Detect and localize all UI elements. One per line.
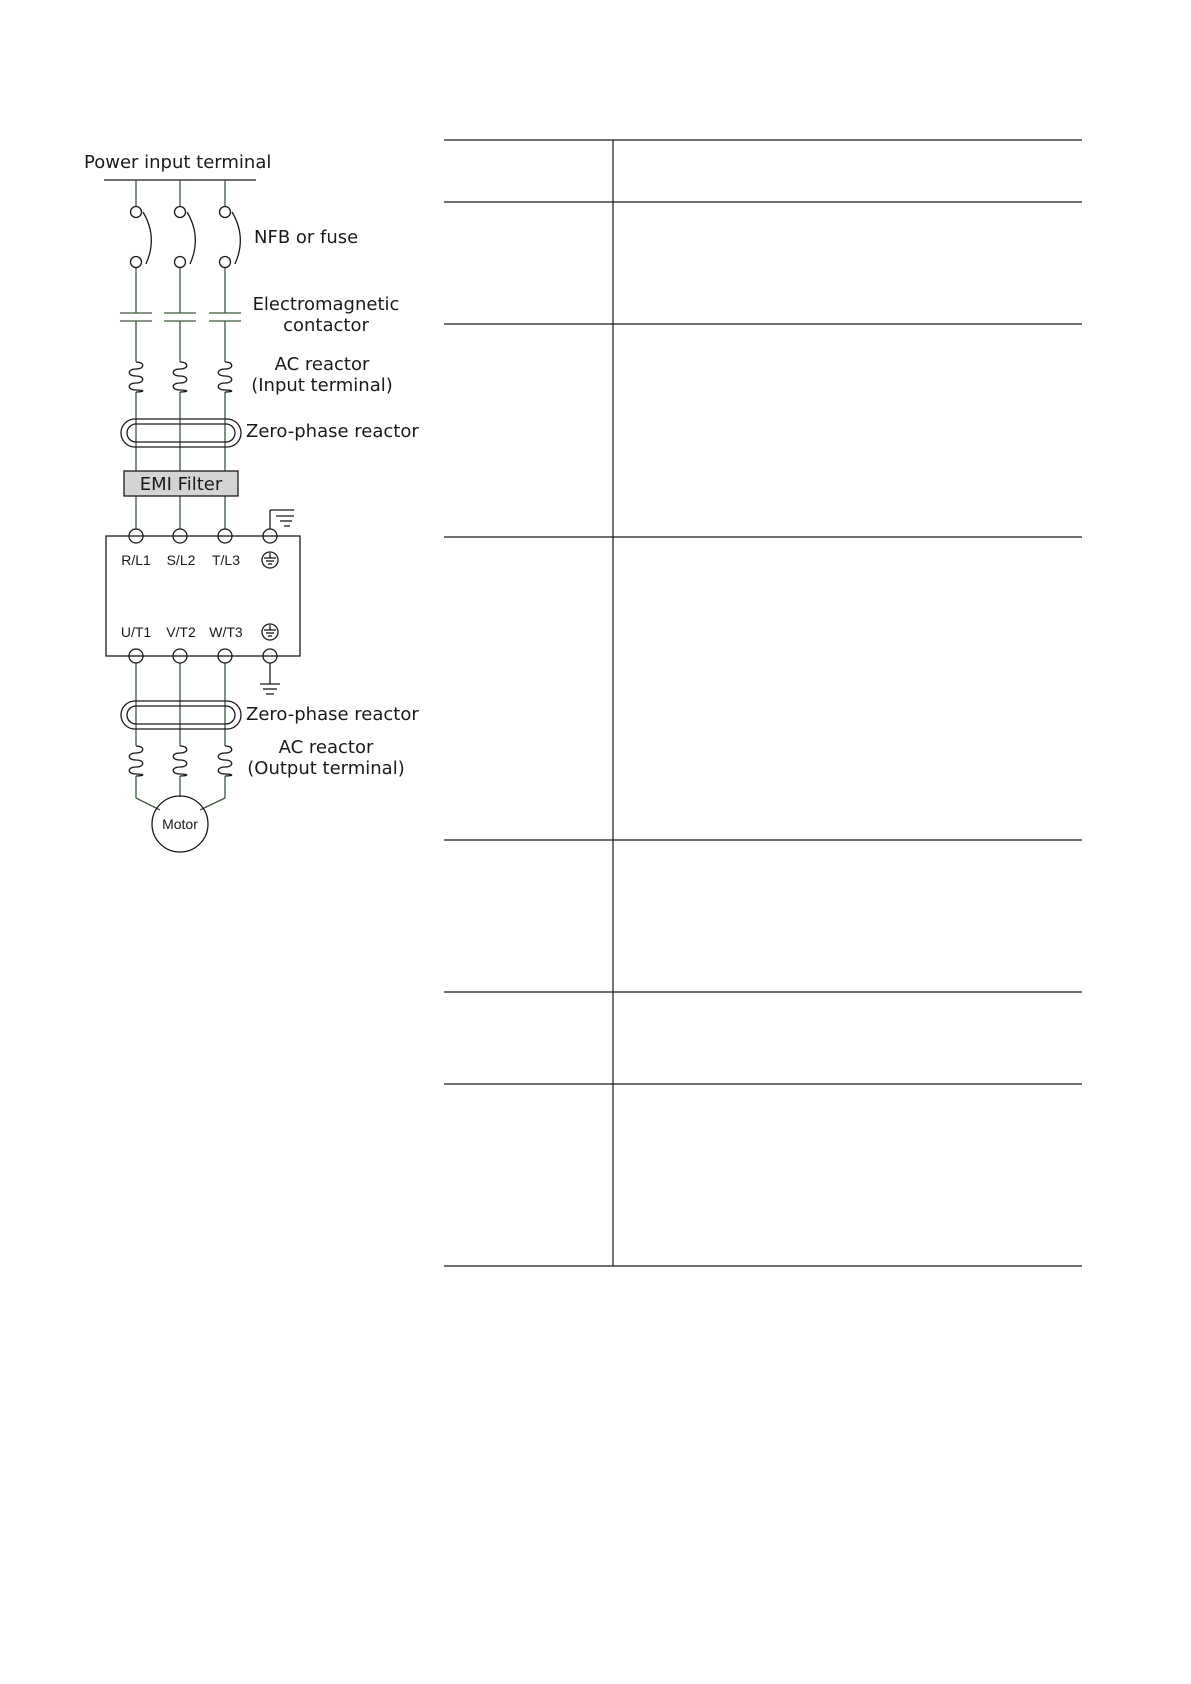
terminal-v-t2: V/T2 [166,624,196,640]
terminal-t-l3: T/L3 [211,552,241,568]
terminal-s-l2: S/L2 [166,552,196,568]
power-input-label: Power input terminal [84,152,272,173]
zero-phase-reactor-output [121,701,241,729]
terminal-w-t3: W/T3 [209,624,243,640]
zero-phase-input-label: Zero-phase reactor [246,421,419,442]
terminal-u-t1: U/T1 [120,624,152,640]
contactor-symbol [120,313,241,321]
nfb-label: NFB or fuse [254,227,359,248]
ac-reactor-output-label-line2: (Output terminal) [247,758,405,779]
zero-phase-output-label: Zero-phase reactor [246,704,419,725]
motor-label: Motor [162,816,198,832]
nfb-fuse-switches [131,207,241,268]
motor-wires [136,776,225,810]
description-table [444,140,1082,1266]
terminal-r-l1: R/L1 [121,552,151,568]
contactor-label-line1: Electromagnetic [252,294,400,315]
ac-reactor-input-label-line2: (Input terminal) [251,375,393,396]
contactor-label-line2: contactor [283,315,369,336]
ac-reactor-output-coils [129,746,232,776]
ac-reactor-input-label-line1: AC reactor [274,354,370,375]
ac-reactor-output-label-line1: AC reactor [278,737,374,758]
ground-icon-bottom [260,663,280,694]
ac-reactor-input-coils [129,362,232,392]
ground-terminal-icon-input [262,552,278,568]
emi-filter-label: EMI Filter [139,474,223,495]
phase-wires [136,180,225,746]
zero-phase-reactor-input [121,419,241,447]
ground-terminal-icon-output [262,624,278,640]
ground-icon-top [270,510,294,529]
